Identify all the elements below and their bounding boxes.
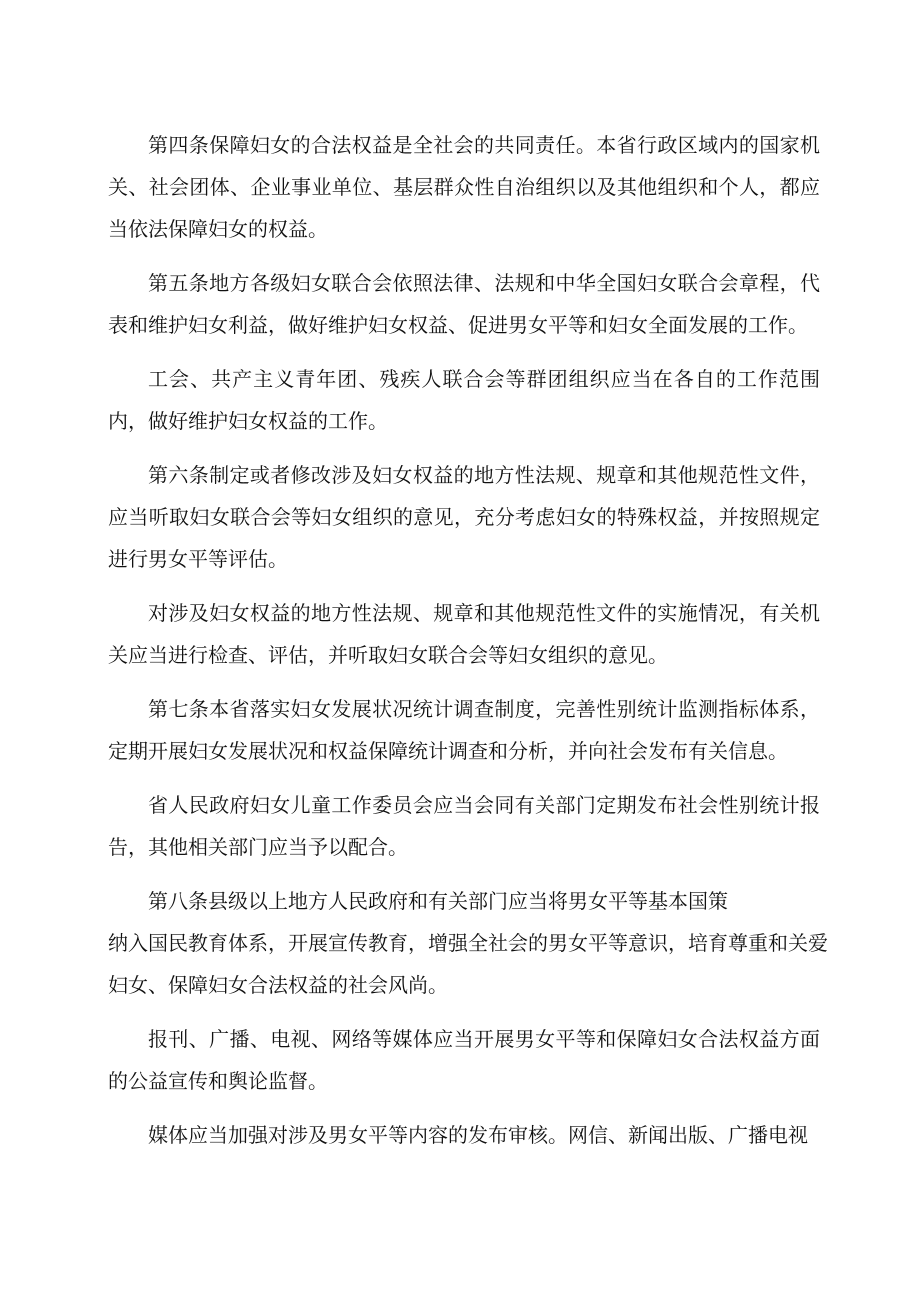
article-6-paragraph: 第六条制定或者修改涉及妇女权益的地方性法规、规章和其他规范性文件，应当听取妇女联合会等妇女组织的意见，充分考虑妇女的特殊权益，并按照规定进行男女平等评估。 xyxy=(108,463,820,571)
mass-organizations-paragraph: 工会、共产主义青年团、残疾人联合会等群团组织应当在各自的工作范围内，做好维护妇女权益的工作。 xyxy=(108,367,820,433)
media-review-paragraph: 媒体应当加强对涉及男女平等内容的发布审核。网信、新闻出版、广播电视 xyxy=(148,1123,808,1147)
statistics-report-paragraph: 省人民政府妇女儿童工作委员会应当会同有关部门定期发布社会性别统计报告，其他相关部门应当予以配合。 xyxy=(108,793,820,859)
article-8-line-1: 第八条县级以上地方人民政府和有关部门应当将男女平等基本国策 xyxy=(148,889,728,913)
article-8-paragraph xyxy=(108,880,828,1006)
document-body xyxy=(108,124,828,1168)
article-8-line-3: 妇女、保障妇女合法权益的社会风尚。 xyxy=(108,973,448,997)
article-4-paragraph: 第四条保障妇女的合法权益是全社会的共同责任。本省行政区域内的国家机关、社会团体、企业事业单位、基层群众性自治组织以及其他组织和个人，都应当依法保障妇女的权益。 xyxy=(108,133,820,241)
media-publicity-paragraph: 报刊、广播、电视、网络等媒体应当开展男女平等和保障妇女合法权益方面的公益宣传和舆论监督。 xyxy=(108,1027,820,1093)
article-8-line-2: 纳入国民教育体系，开展宣传教育，增强全社会的男女平等意识，培育尊重和关爱 xyxy=(108,931,828,955)
article-5-paragraph: 第五条地方各级妇女联合会依照法律、法规和中华全国妇女联合会章程，代表和维护妇女利益，做好维护妇女权益、促进男女平等和妇女全面发展的工作。 xyxy=(108,271,820,337)
implementation-review-paragraph: 对涉及妇女权益的地方性法规、规章和其他规范性文件的实施情况，有关机关应当进行检查、评估，并听取妇女联合会等妇女组织的意见。 xyxy=(108,601,820,667)
article-7-paragraph: 第七条本省落实妇女发展状况统计调查制度，完善性别统计监测指标体系，定期开展妇女发展状况和权益保障统计调查和分析，并向社会发布有关信息。 xyxy=(108,697,820,763)
